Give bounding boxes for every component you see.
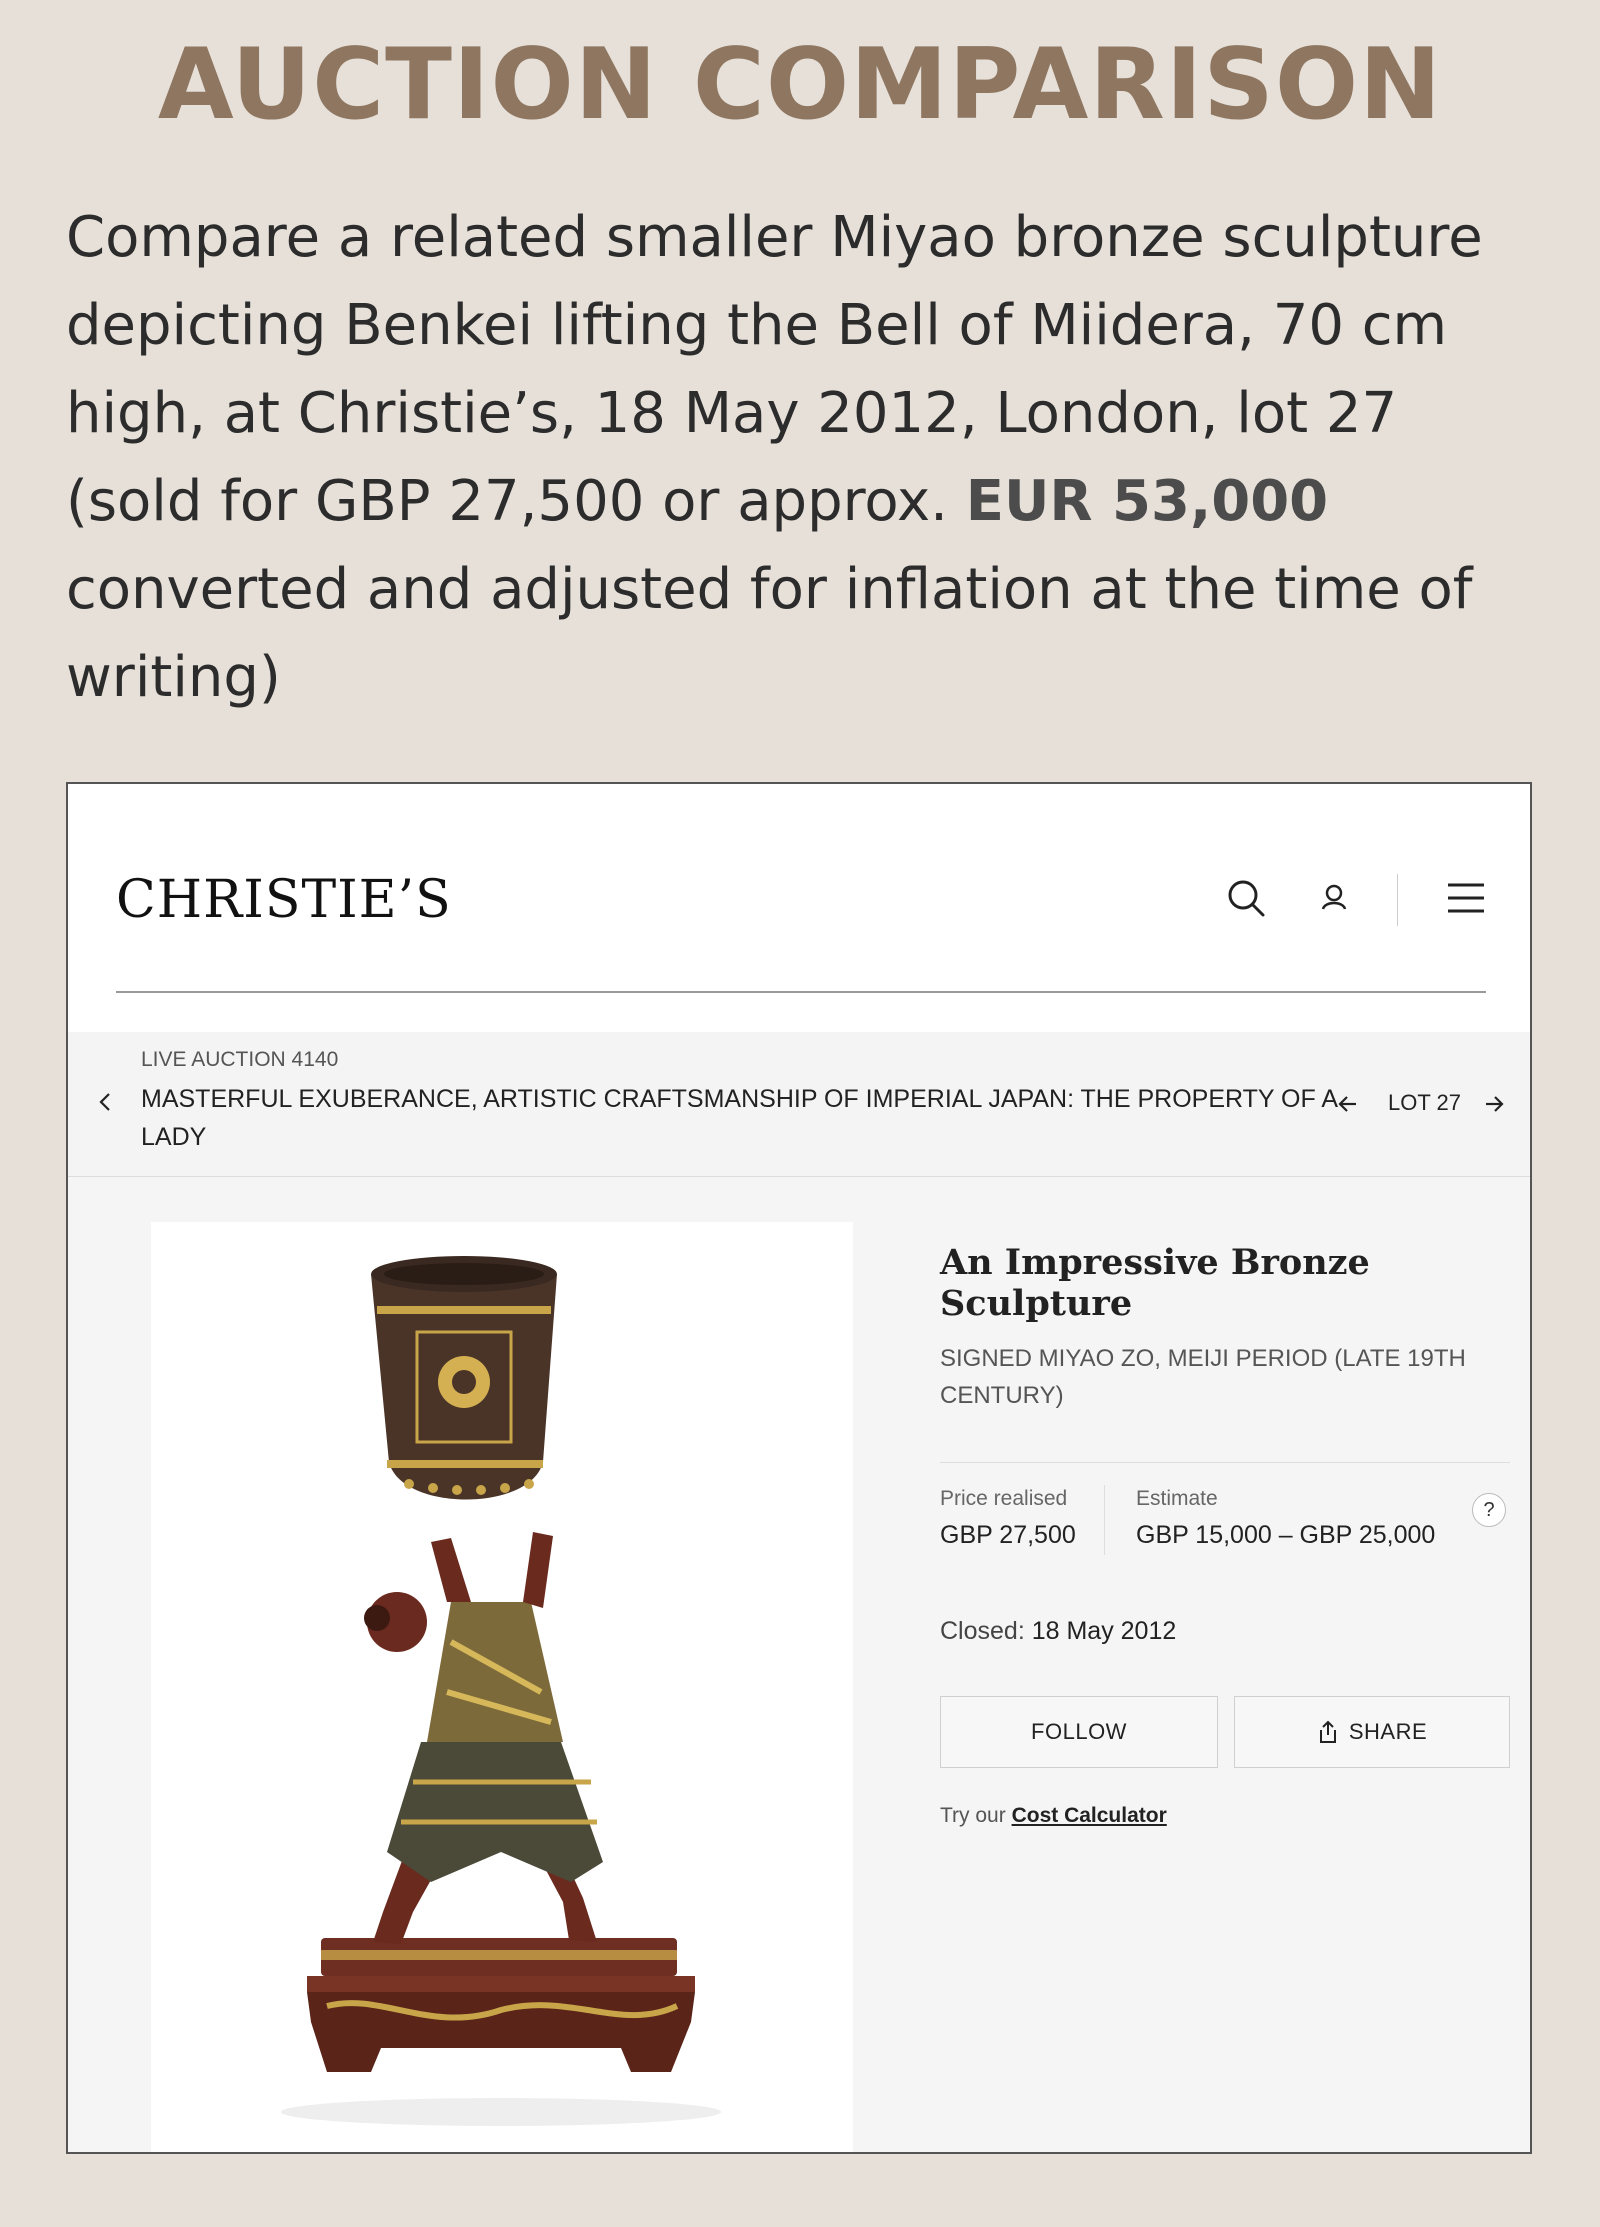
share-label: SHARE — [1348, 1719, 1428, 1744]
header-divider — [116, 991, 1486, 993]
intro-text-end: converted and adjusted for inflation at the time of writing) — [66, 557, 1473, 710]
help-icon[interactable]: ? — [1472, 1493, 1506, 1527]
header-separator — [1397, 874, 1398, 926]
follow-button[interactable]: FOLLOW — [940, 1696, 1218, 1768]
price-realised-value: GBP 27,500 — [940, 1521, 1076, 1549]
intro-highlight: EUR 53,000 — [965, 469, 1329, 534]
bronze-sculpture-illustration — [151, 1222, 853, 2154]
cost-calculator-prompt — [940, 1804, 1510, 1828]
previous-lot-arrow-icon[interactable] — [1336, 1092, 1360, 1116]
christies-logo[interactable]: CHRISTIE’S — [116, 870, 452, 930]
lot-subtitle: SIGNED MIYAO ZO, MEIJI PERIOD (LATE 19TH CENTURY) — [940, 1345, 1466, 1409]
cost-calculator-link[interactable]: Cost Calculator — [1011, 1804, 1167, 1827]
price-separator — [1104, 1485, 1105, 1555]
price-realised-label: Price realised — [940, 1487, 1068, 1510]
try-text: Try our — [940, 1804, 1006, 1827]
back-chevron-icon[interactable] — [94, 1090, 118, 1114]
closed-label: Closed: — [940, 1617, 1025, 1645]
lot-title: An Impressive Bronze Sculpture — [940, 1242, 1370, 1324]
share-button[interactable] — [1234, 1696, 1510, 1768]
lot-details — [940, 1242, 1510, 1828]
site-header — [68, 784, 1530, 1032]
lot-number: LOT 27 — [1388, 1090, 1461, 1115]
account-icon[interactable] — [1312, 876, 1356, 920]
closed-date — [940, 1617, 1510, 1646]
estimate-label: Estimate — [1136, 1487, 1218, 1510]
auction-label: LIVE AUCTION 4140 — [141, 1048, 339, 1071]
price-block — [940, 1463, 1510, 1573]
closed-value: 18 May 2012 — [1031, 1617, 1177, 1645]
action-buttons — [940, 1696, 1510, 1772]
estimate-value: GBP 15,000 – GBP 25,000 — [1136, 1521, 1436, 1549]
share-icon — [1317, 1720, 1339, 1744]
lot-image[interactable] — [151, 1222, 853, 2154]
next-lot-arrow-icon[interactable] — [1482, 1092, 1506, 1116]
intro-text: Compare a related smaller Miyao bronze sculpture depicting Benkei lifting the Bell of Miidera, 70 cm high, at Christie’s, 18 May 2012, London, lot 27 (sold for GBP 27,500 or approx. — [66, 205, 1483, 534]
search-icon[interactable] — [1224, 876, 1268, 920]
breadcrumb — [68, 1032, 1530, 1177]
christies-screenshot — [66, 782, 1532, 2154]
menu-icon[interactable] — [1444, 876, 1488, 920]
intro-paragraph — [66, 194, 1546, 722]
page-title: AUCTION COMPARISON — [157, 28, 1443, 142]
auction-title-link[interactable]: MASTERFUL EXUBERANCE, ARTISTIC CRAFTSMANSHIP OF IMPERIAL JAPAN: THE PROPERTY OF A LADY — [141, 1085, 1337, 1151]
